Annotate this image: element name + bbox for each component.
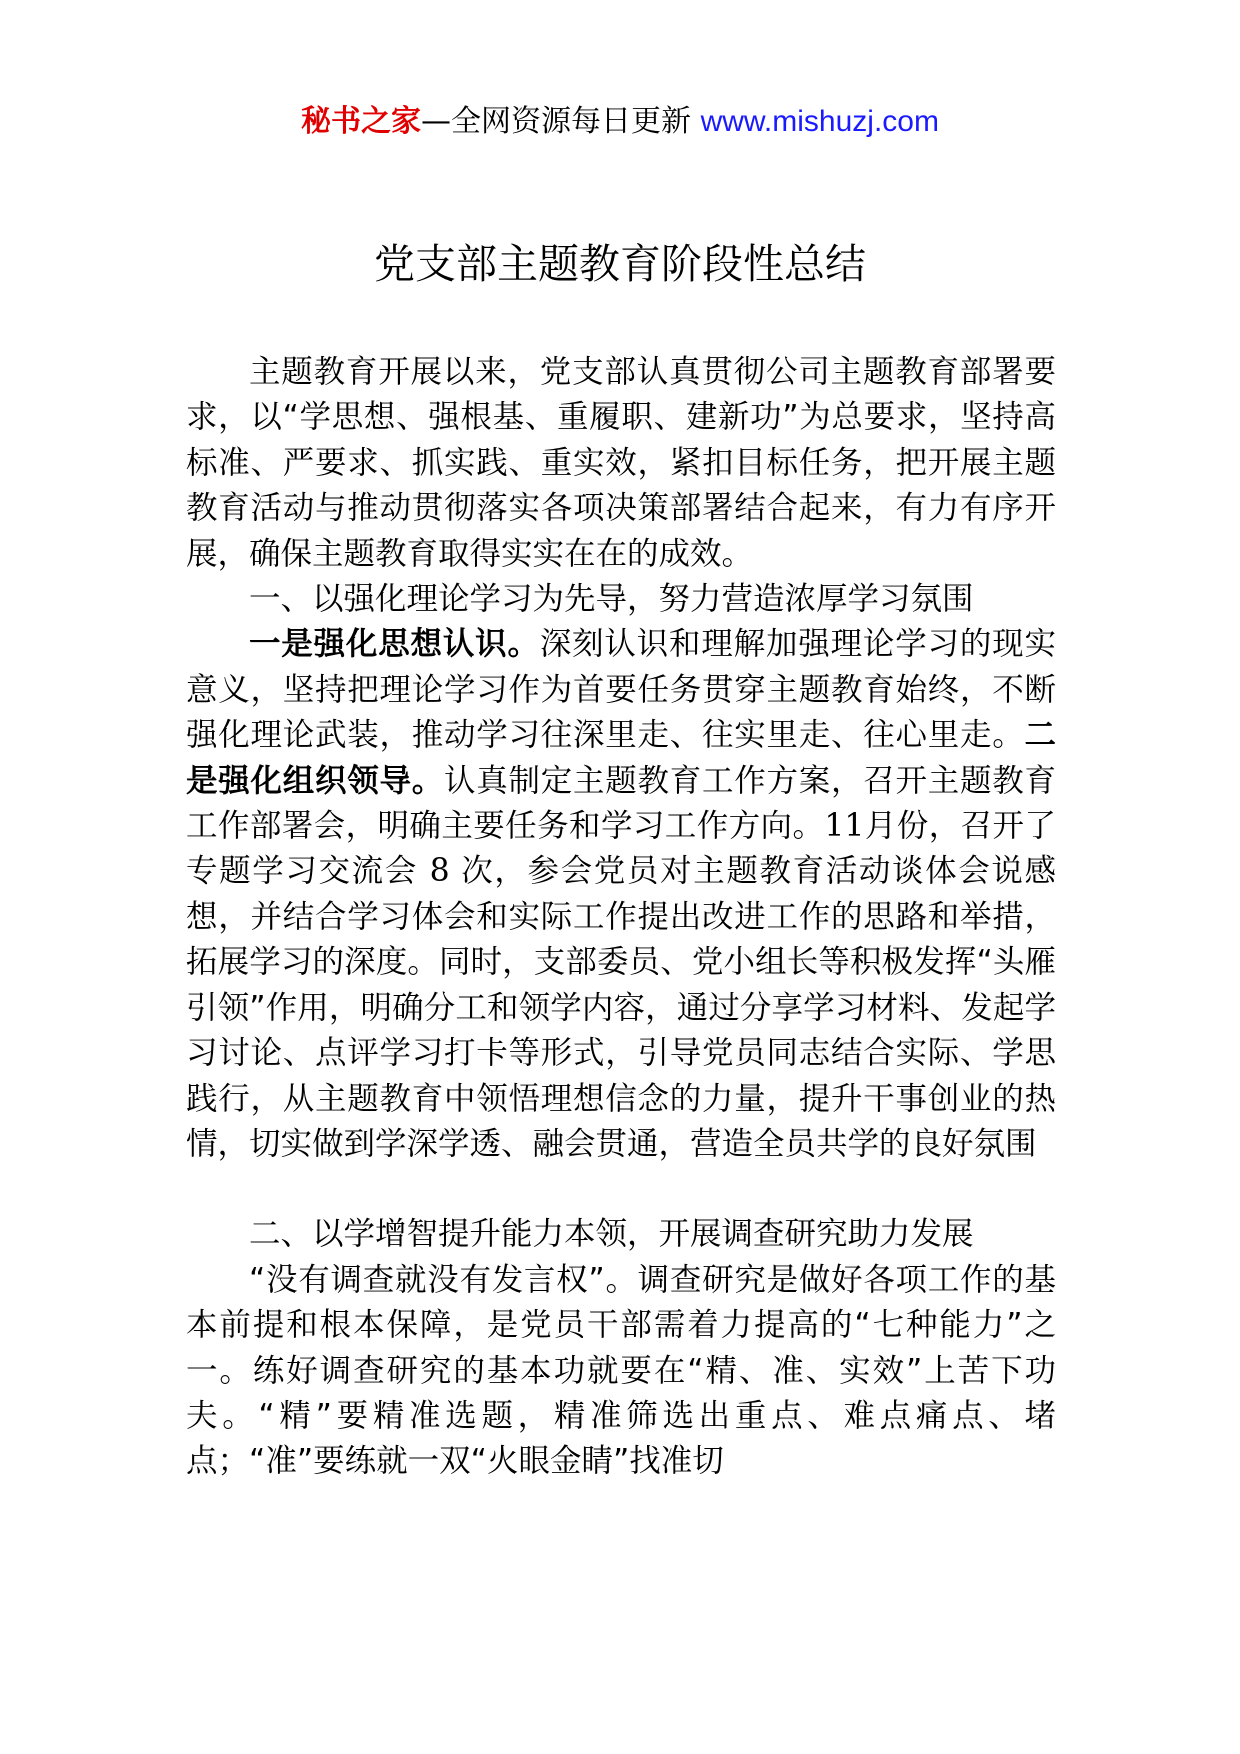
meeting-count: 8 bbox=[429, 853, 450, 890]
section-2-heading: 二、以学增智提升能力本领，开展调查研究助力发展 bbox=[249, 1216, 974, 1253]
site-url-link[interactable]: www.mishuzj.com bbox=[700, 105, 939, 138]
intro-paragraph: 主题教育开展以来，党支部认真贯彻公司主题教育部署要求，以“学思想、强根基、重履职、建新功”为总要求，坚持高标准、严要求、抓实践、重实效，紧扣目标任务，把开展主题教育活动与推动贯彻落实各项决策部署结合起来，有力有序开展，确保主题教育取得实实在在的成效。 bbox=[186, 354, 1056, 572]
section-1-text-2a: 认真制定主题教育工作方案，召开主题教育工作部署会，明确主要任务和学习工作方向。 bbox=[186, 762, 1056, 845]
section-1-paragraph bbox=[186, 622, 1056, 1167]
section-1-heading: 一、以强化理论学习为先导，努力营造浓厚学习氛围 bbox=[249, 581, 974, 618]
site-brand: 秘书之家 bbox=[301, 104, 422, 139]
section-1-text-1: 深刻认识和理解加强理论学习的现实意义，坚持把理论学习作为首要任务贯穿主题教育始终，不断强化理论武装，推动学习往深里走、往实里走、往心里走。 bbox=[186, 626, 1056, 754]
section-1-text-2b: 月份，召开了专题学习交流会 bbox=[186, 808, 1056, 890]
section-1-lead-2: 二是强化组织领导。 bbox=[186, 717, 1056, 799]
month-number: 11 bbox=[824, 808, 865, 845]
site-header bbox=[0, 100, 1240, 144]
section-2-paragraph: “没有调查就没有发言权”。调查研究是做好各项工作的基本前提和根本保障，是党员干部需着力提高的“七种能力”之一。练好调查研究的基本功就要在“精、准、实效”上苦下功夫。“精”要精准选题，精准筛选出重点、难点痛点、堵点；“准”要练就一双“火眼金睛”找准切 bbox=[186, 1261, 1056, 1480]
section-1-text-2c: 次，参会党员对主题教育活动谈体会说感想，并结合学习体会和实际工作提出改进工作的思路和举措，拓展学习的深度。同时，支部委员、党小组长等积极发挥“头雁引领”作用，明确分工和领学内容，通过分享学习材料、发起学习讨论、点评学习打卡等形式，引导党员同志结合实际、学思践行，从主题教育中领悟理想信念的力量，提升干事创业的热情，切实做到学深学透、融会贯通，营造全员共学的良好氛围 bbox=[186, 853, 1057, 1162]
section-1-lead-1: 一是强化思想认识。 bbox=[249, 626, 540, 663]
document-title: 党支部主题教育阶段性总结 bbox=[374, 240, 866, 288]
site-tagline: —全网资源每日更新 bbox=[421, 104, 701, 139]
document-body bbox=[186, 350, 1056, 1485]
